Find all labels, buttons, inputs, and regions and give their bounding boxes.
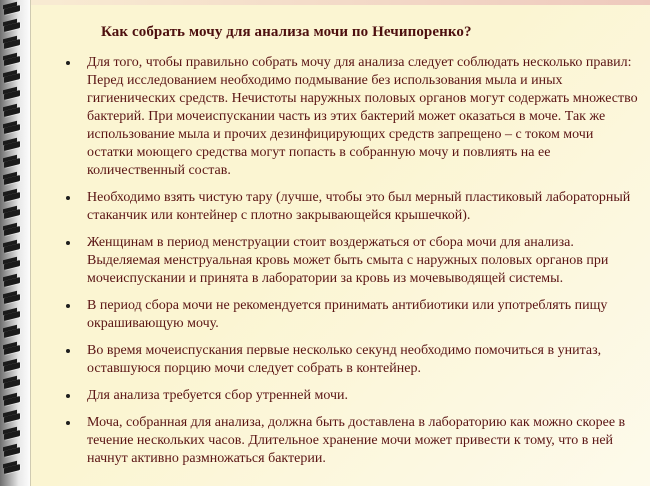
bullet-dot-icon <box>66 61 70 65</box>
list-item <box>63 189 638 225</box>
bullet-dot-icon <box>66 304 70 308</box>
spiral-coil-icon <box>4 107 20 117</box>
bullet-dot-icon <box>66 394 70 398</box>
bullet-text: Моча, собранная для анализа, должна быть доставлена в лабораторию как можно скорее в течение нескольких часов. Длительное хранение мочи может привести к тому, что в ней начнут активно размножаться бактерии. <box>87 415 626 466</box>
list-item <box>63 414 638 468</box>
spiral-coil-icon <box>4 311 20 321</box>
spiral-coil-icon <box>4 73 20 83</box>
spiral-coil-icon <box>4 22 20 32</box>
spiral-coil-icon <box>4 90 20 100</box>
bullet-dot-icon <box>66 196 70 200</box>
bullet-dot-icon <box>66 241 70 245</box>
bullet-text: Необходимо взять чистую тару (лучше, чтобы это был мерный пластиковый лабораторный стаканчик или контейнер с плотно закрывающейся крышечкой). <box>87 190 631 223</box>
spiral-coil-icon <box>4 5 20 15</box>
list-item <box>63 342 638 378</box>
spiral-coil-icon <box>4 209 20 219</box>
spiral-coil-icon <box>4 192 20 202</box>
spiral-coil-icon <box>4 362 20 372</box>
spiral-coil-icon <box>4 379 20 389</box>
bullet-dot-icon <box>66 349 70 353</box>
spiral-coil-icon <box>4 141 20 151</box>
list-item <box>63 54 638 180</box>
bullet-text: В период сбора мочи не рекомендуется принимать антибиотики или употреблять пищу окрашивающую мочу. <box>87 298 608 331</box>
bullet-text: Для анализа требуется сбор утренней мочи. <box>87 388 349 403</box>
spiral-coil-icon <box>4 328 20 338</box>
spiral-coil-icon <box>4 175 20 185</box>
bullet-text: Для того, чтобы правильно собрать мочу для анализа следует соблюдать несколько правил: Перед исследованием необходимо подмывание без использования мыла и иных гигиенических средств. Нечистоты наружных половых органов могут содержать множество бактерий. При мочеиспускании часть из этих бактерий может оказаться в моче. Так же использование мыла и прочих дезинфицирующих средств запрещено – с током мочи остатки моющего средства могут попасть в собранную мочу и повлиять на ее количественный состав. <box>87 55 638 178</box>
list-item <box>63 297 638 333</box>
spiral-coil-icon <box>4 277 20 287</box>
spiral-coil-icon <box>4 464 20 474</box>
spiral-coil-icon <box>4 430 20 440</box>
spiral-coil-icon <box>4 226 20 236</box>
spiral-coil-icon <box>4 447 20 457</box>
spiral-coil-icon <box>4 243 20 253</box>
spiral-coil-icon <box>4 413 20 423</box>
spiral-coil-icon <box>4 158 20 168</box>
spiral-binding <box>0 0 31 486</box>
spiral-coil-icon <box>4 124 20 134</box>
spiral-coil-icon <box>4 260 20 270</box>
spiral-coil-icon <box>4 396 20 406</box>
spiral-coil-icon <box>4 294 20 304</box>
spiral-coil-icon <box>4 345 20 355</box>
spiral-coil-icon <box>4 56 20 66</box>
notebook-page <box>31 0 650 486</box>
list-item <box>63 387 638 405</box>
page-title: Как собрать мочу для анализа мочи по Нечипоренко? <box>101 24 472 40</box>
bullet-list <box>63 54 638 468</box>
list-item <box>63 234 638 288</box>
spiral-coil-icon <box>4 39 20 49</box>
page-top-border <box>31 0 650 5</box>
bullet-dot-icon <box>66 421 70 425</box>
bullet-text: Во время мочеиспускания первые несколько секунд необходимо помочиться в унитаз, оставшуюся порцию мочи следует собрать в контейнер. <box>87 343 602 376</box>
bullet-text: Женщинам в период менструации стоит воздержаться от сбора мочи для анализа. Выделяемая менструальная кровь может быть смыта с наружных половых органов при мочеиспускании и принята в лаборатории за кровь из мочевыводящей системы. <box>87 235 609 286</box>
